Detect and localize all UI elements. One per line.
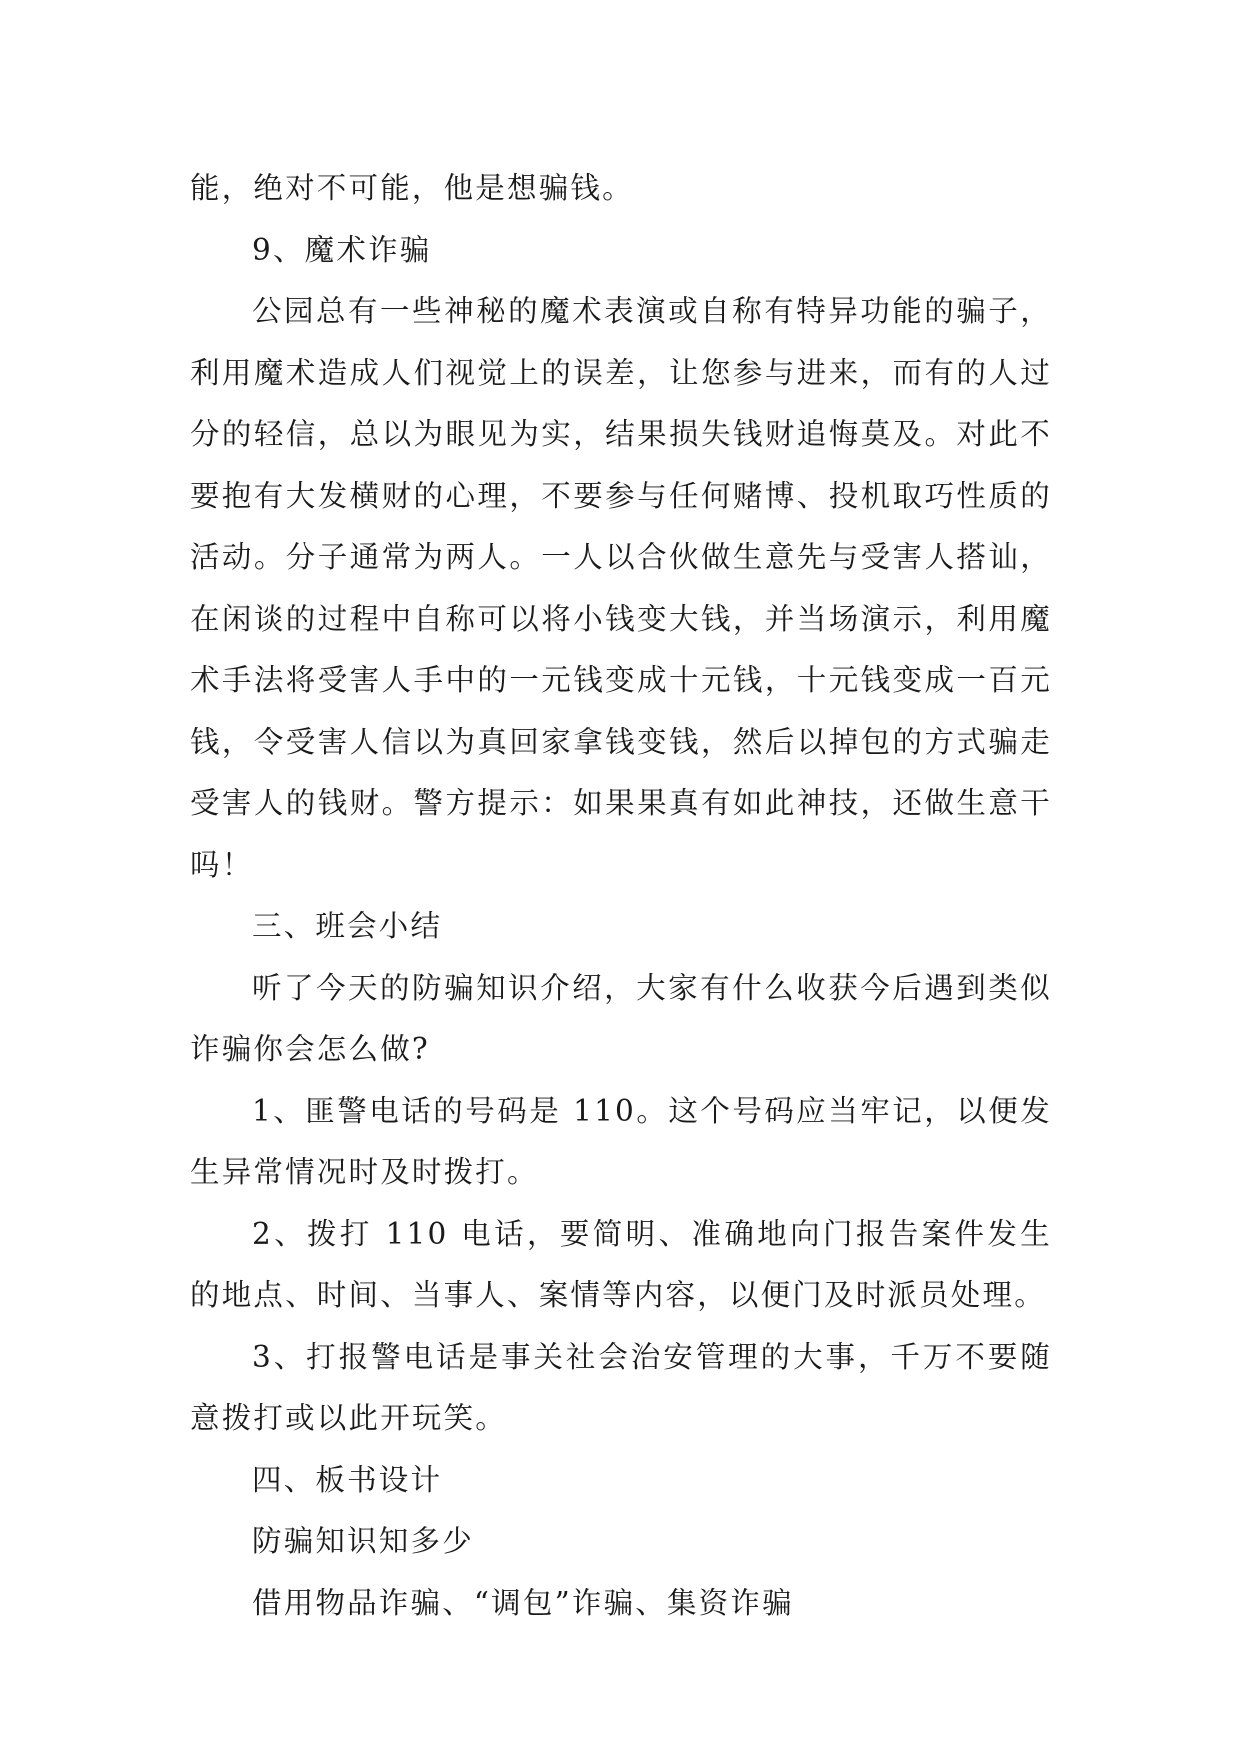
section-heading-magic-fraud: 9、魔术诈骗 <box>252 232 432 267</box>
document-body <box>190 158 1052 1634</box>
paragraph-magic-fraud: 公园总有一些神秘的魔术表演或自称有特异功能的骗子，利用魔术造成人们视觉上的误差，让您参与进来，而有的人过分的轻信，总以为眼见为实，结果损失钱财追悔莫及。对此不要抱有大发横财的心理，不要参与任何赌博、投机取巧性质的活动。分子通常为两人。一人以合伙做生意先与受害人搭讪，在闲谈的过程中自称可以将小钱变大钱，并当场演示，利用魔术手法将受害人手中的一元钱变成十元钱，十元钱变成一百元钱，令受害人信以为真回家拿钱变钱，然后以掉包的方式骗走受害人的钱财。警方提示：如果果真有如此神技，还做生意干吗！ <box>190 294 1052 882</box>
paragraph-summary-intro: 听了今天的防骗知识介绍，大家有什么收获今后遇到类似诈骗你会怎么做? <box>190 970 1052 1066</box>
paragraph-board-items: 借用物品诈骗、“调包”诈骗、集资诈骗 <box>252 1585 794 1620</box>
paragraph-point-3: 3、打报警电话是事关社会治安管理的大事，千万不要随意拨打或以此开玩笑。 <box>190 1339 1052 1435</box>
paragraph-board-title: 防骗知识知多少 <box>252 1524 474 1558</box>
paragraph-continuation: 能，绝对不可能，他是想骗钱。 <box>190 171 634 205</box>
section-heading-meeting-summary: 三、班会小结 <box>252 909 443 943</box>
paragraph-point-1: 1、匪警电话的号码是 110。这个号码应当牢记，以便发生异常情况时及时拨打。 <box>190 1093 1052 1189</box>
section-heading-board-design: 四、板书设计 <box>252 1462 443 1497</box>
paragraph-point-2: 2、拨打 110 电话，要简明、准确地向门报告案件发生的地点、时间、当事人、案情等内容，以便门及时派员处理。 <box>190 1216 1052 1312</box>
